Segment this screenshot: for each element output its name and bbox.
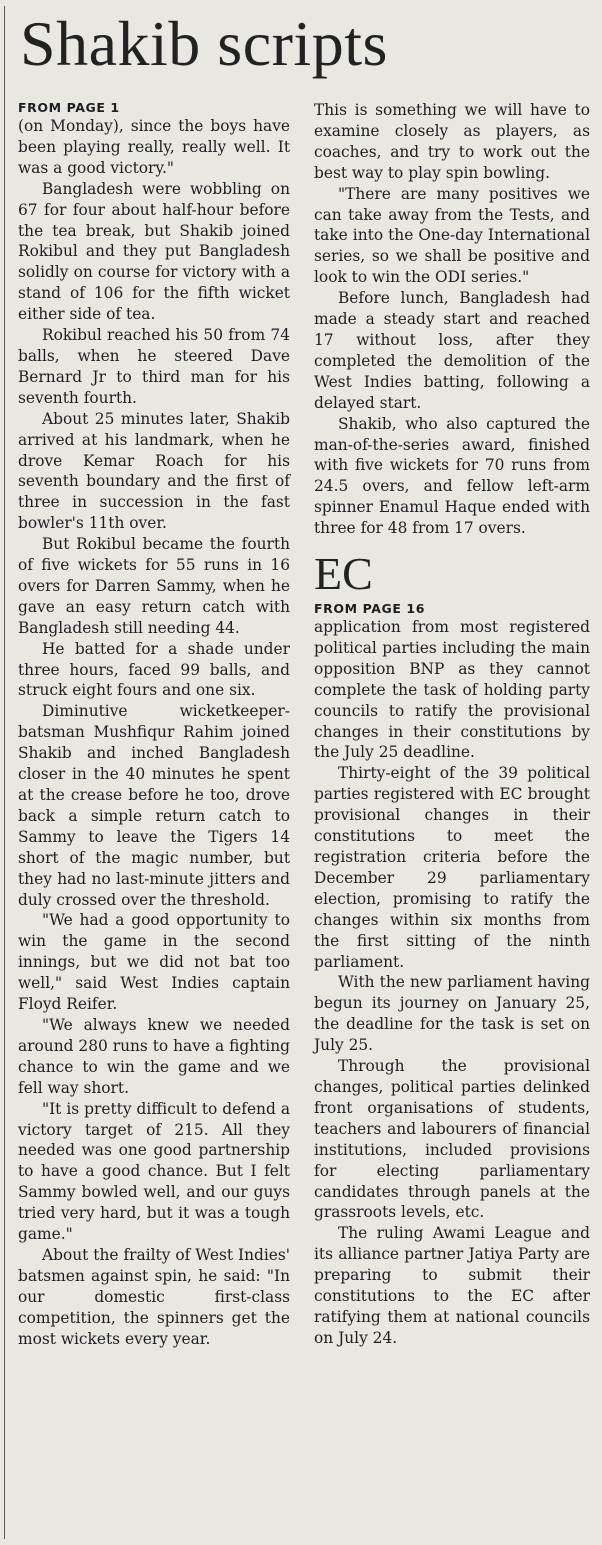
- ec-headline: EC: [314, 548, 373, 600]
- ec-paragraph: With the new parliament having begun its journey on January 25, the deadline for the task is set on July 25.: [314, 973, 590, 1055]
- left-column: [18, 100, 290, 1349]
- article-paragraph: "We had a good opportunity to win the game in the second innings, but we did not bat too well," said West Indies captain Floyd Reifer.: [18, 911, 290, 1014]
- article-paragraph: About 25 minutes later, Shakib arrived at his landmark, when he drove Kemar Roach for his seventh boundary and the first of three in succession in the fast bowler's 11th over.: [18, 409, 290, 533]
- article-paragraph: But Rokibul became the fourth of five wickets for 55 runs in 16 overs for Darren Sammy, when he gave an easy return catch with Bangladesh still needing 44.: [18, 535, 290, 637]
- ec-paragraph: Thirty-eight of the 39 political parties registered with EC brought provisional changes in their constitutions to meet the registration criteria before the December 29 parliamentary election, promising to ratify the changes within six months from the first sitting of the ninth parliament.: [314, 764, 590, 971]
- article-paragraph: "There are many positives we can take away from the Tests, and take into the One-day International series, so we shall be positive and look to win the ODI series.": [314, 184, 590, 287]
- ec-paragraph: Through the provisional changes, political parties delinked front organisations of students, teachers and labourers of financial institutions, included provisions for electing parliamentary candidates through panels at the grassroots levels, etc.: [314, 1057, 590, 1222]
- article-paragraph: This is something we will have to examine closely as players, as coaches, and try to work out the best way to play spin bowling.: [314, 101, 590, 182]
- kicker-from-page-1: FROM PAGE 1: [18, 100, 120, 115]
- article-paragraph: (on Monday), since the boys have been playing really, really well. It was a good victory.": [18, 117, 290, 177]
- right-column: [314, 100, 590, 1349]
- article-paragraph: Before lunch, Bangladesh had made a steady start and reached 17 without loss, after they completed the demolition of the West Indies batting, following a delayed start.: [314, 289, 590, 412]
- ec-paragraph: application from most registered political parties including the main opposition BNP as they cannot complete the task of holding party councils to ratify the provisional changes in their constitutions by the July 25 deadline.: [314, 618, 590, 762]
- article-paragraph: Rokibul reached his 50 from 74 balls, when he steered Dave Bernard Jr to third man for his seventh fourth.: [18, 326, 290, 407]
- article-paragraph: About the frailty of West Indies' batsmen against spin, he said: "In our domestic first-class competition, the spinners get the most wickets every year.: [18, 1245, 290, 1348]
- column-rule: [4, 6, 5, 1539]
- ec-paragraph: The ruling Awami League and its alliance partner Jatiya Party are preparing to submit their constitutions to the EC after ratifying them at national councils on July 24.: [314, 1224, 590, 1347]
- headline: Shakib scripts: [20, 8, 388, 79]
- article-paragraph: "We always knew we needed around 280 runs to have a fighting chance to win the game and we fell way short.: [18, 1015, 290, 1097]
- article-paragraph: Diminutive wicketkeeper-batsman Mushfiqur Rahim joined Shakib and inched Bangladesh closer in the 40 minutes he spent at the crease before he too, drove back a simple return catch to Sammy to leave the Tigers 14 short of the magic number, but they had no last-minute jitters and duly crossed over the threshold.: [18, 702, 290, 909]
- article-paragraph: "It is pretty difficult to defend a victory target of 215. All they needed was one good partnership to have a good chance. But I felt Sammy bowled well, and our guys tried very hard, but it was a tough game.": [18, 1099, 290, 1244]
- article-paragraph: Shakib, who also captured the man-of-the-series award, finished with five wickets for 70 runs from 24.5 overs, and fellow left-arm spinner Enamul Haque ended with three for 48 from 17 overs.: [314, 414, 590, 538]
- article-paragraph: Bangladesh were wobbling on 67 for four about half-hour before the tea break, but Shakib joined Rokibul and they put Bangladesh solidly on course for victory with a stand of 106 for the fifth wicket either side of tea.: [18, 179, 290, 324]
- kicker-from-page-16: FROM PAGE 16: [314, 601, 426, 617]
- article-paragraph: He batted for a shade under three hours, faced 99 balls, and struck eight fours and one six.: [18, 639, 290, 700]
